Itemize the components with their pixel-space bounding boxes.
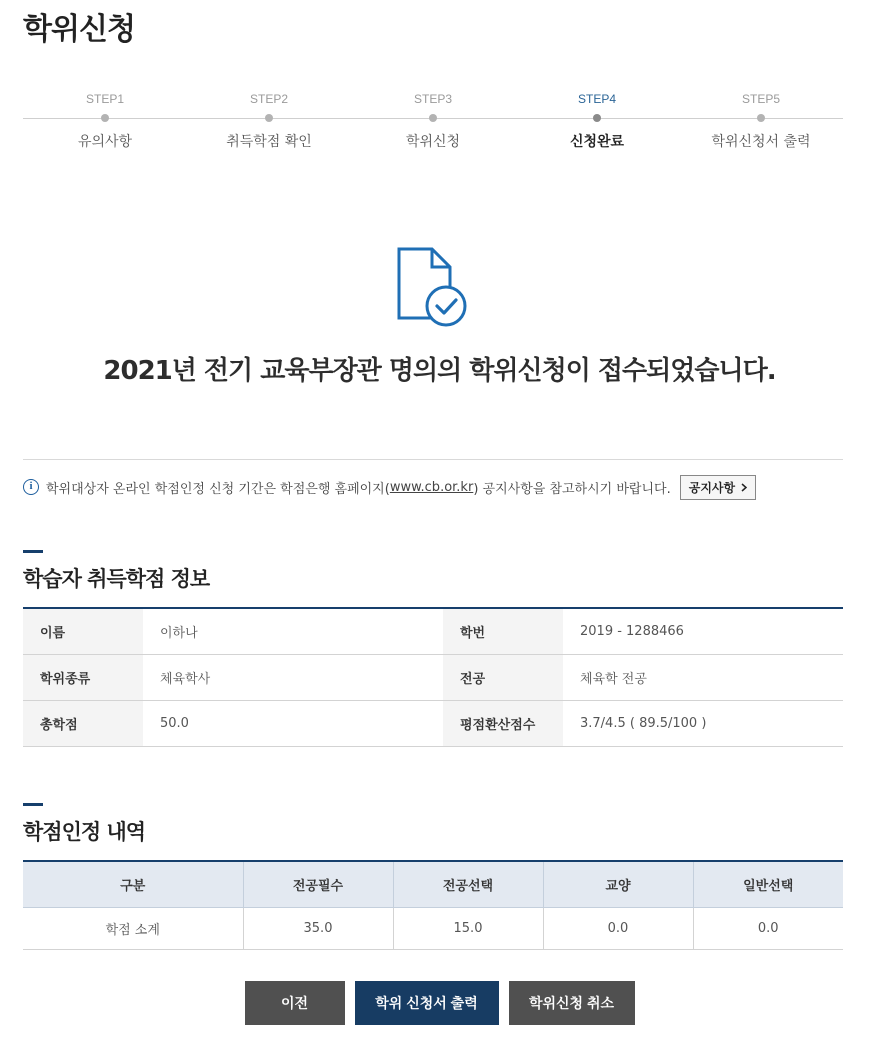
print-application-button[interactable]: 학위 신청서 출력 xyxy=(355,981,499,1025)
step-number: STEP3 xyxy=(413,92,452,106)
document-check-icon xyxy=(396,246,470,330)
table-cell: 0.0 xyxy=(543,907,693,949)
credit-history-title: 학점인정 내역 xyxy=(23,820,146,844)
step-number: STEP1 xyxy=(85,92,124,106)
step-number: STEP4 xyxy=(577,92,616,106)
column-header: 전공필수 xyxy=(243,861,393,907)
field-label: 평점환산점수 xyxy=(443,700,563,746)
field-value: 체육학사 xyxy=(143,654,443,700)
field-label: 이름 xyxy=(23,608,143,654)
notice-bar xyxy=(23,459,843,503)
table-row xyxy=(23,608,843,654)
table-row xyxy=(23,700,843,746)
step-label: 학위신청 xyxy=(405,134,461,150)
field-value: 50.0 xyxy=(143,700,443,746)
progress-stepper xyxy=(23,90,843,160)
notice-button-label: 공지사항 xyxy=(688,480,736,495)
notice-text-after: ) 공지사항을 참고하시기 바랍니다. xyxy=(473,481,671,497)
learner-info-title: 학습자 취득학점 정보 xyxy=(23,567,210,591)
step-label: 학위신청서 출력 xyxy=(711,134,811,150)
column-header: 전공선택 xyxy=(393,861,543,907)
cancel-application-button[interactable]: 학위신청 취소 xyxy=(509,981,635,1025)
field-value: 3.7/4.5 ( 89.5/100 ) xyxy=(563,700,843,746)
section-accent-bar xyxy=(23,803,43,806)
field-label: 학위종류 xyxy=(23,654,143,700)
prev-button[interactable]: 이전 xyxy=(245,981,345,1025)
table-header-row xyxy=(23,861,843,907)
step-4 xyxy=(515,90,679,151)
column-header: 교양 xyxy=(543,861,693,907)
field-value: 체육학 전공 xyxy=(563,654,843,700)
step-number: STEP5 xyxy=(741,92,780,106)
step-dot xyxy=(101,114,109,122)
page-title: 학위신청 xyxy=(23,12,135,47)
step-dot xyxy=(757,114,765,122)
step-dot xyxy=(593,114,601,122)
credit-history-table xyxy=(23,860,843,950)
learner-info-table xyxy=(23,607,843,747)
step-label: 취득학점 확인 xyxy=(226,134,312,150)
step-dot xyxy=(265,114,273,122)
column-header: 구분 xyxy=(23,861,243,907)
field-value: 2019 - 1288466 xyxy=(563,608,843,654)
step-label: 유의사항 xyxy=(77,134,133,150)
step-label: 신청완료 xyxy=(569,134,625,150)
table-row xyxy=(23,907,843,949)
cb-site-link[interactable]: www.cb.or.kr xyxy=(389,479,474,495)
table-cell: 15.0 xyxy=(393,907,543,949)
step-1 xyxy=(23,90,187,151)
chevron-right-icon xyxy=(741,483,747,492)
action-buttons xyxy=(0,981,879,1025)
table-cell: 학점 소계 xyxy=(23,907,243,949)
step-3 xyxy=(351,90,515,151)
column-header: 일반선택 xyxy=(693,861,843,907)
step-2 xyxy=(187,90,351,151)
field-label: 전공 xyxy=(443,654,563,700)
notice-button[interactable] xyxy=(680,475,756,500)
table-cell: 0.0 xyxy=(693,907,843,949)
info-icon: i xyxy=(23,479,39,495)
section-accent-bar xyxy=(23,550,43,553)
field-label: 학번 xyxy=(443,608,563,654)
table-cell: 35.0 xyxy=(243,907,393,949)
step-number: STEP2 xyxy=(249,92,288,106)
step-dot xyxy=(429,114,437,122)
field-label: 총학점 xyxy=(23,700,143,746)
step-5 xyxy=(679,90,843,151)
table-row xyxy=(23,654,843,700)
completion-message: 2021년 전기 교육부장관 명의의 학위신청이 접수되었습니다. xyxy=(103,356,776,386)
field-value: 이하나 xyxy=(143,608,443,654)
notice-text-before: 학위대상자 온라인 학점인정 신청 기간은 학점은행 홈페이지( xyxy=(46,481,390,497)
